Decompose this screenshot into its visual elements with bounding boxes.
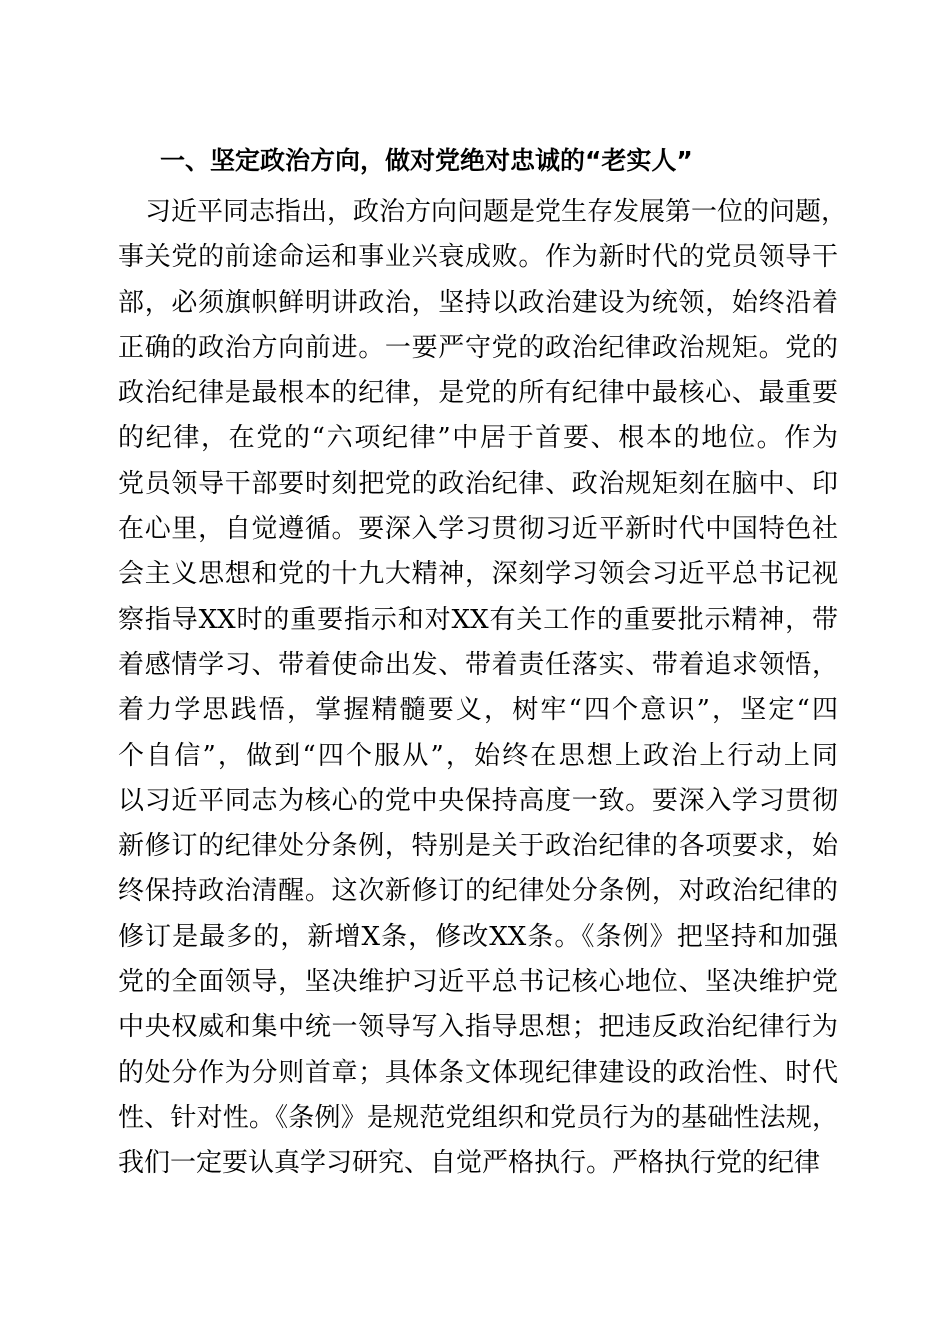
paragraph-line: 正确的政治方向前进。一要严守党的政治纪律政治规矩。党的 (118, 332, 838, 363)
paragraph-line: 事关党的前途命运和事业兴衰成败。作为新时代的党员领导干 (118, 242, 838, 273)
paragraph-line: 个自信”，做到“四个服从”，始终在思想上政治上行动上同 (118, 740, 838, 771)
paragraph-line: 性、针对性。《条例》是规范党组织和党员行为的基础性法规， (118, 1102, 838, 1133)
paragraph-line: 党的全面领导，坚决维护习近平总书记核心地位、坚决维护党 (118, 967, 838, 998)
body-paragraph (118, 186, 848, 1187)
paragraph-line: 党员领导干部要时刻把党的政治纪律、政治规矩刻在脑中、印 (118, 468, 838, 499)
paragraph-line: 中央权威和集中统一领导写入指导思想；把违反政治纪律行为 (118, 1012, 838, 1043)
paragraph-line: 着感情学习、带着使命出发、带着责任落实、带着追求领悟， (118, 649, 838, 680)
paragraph-line: 察指导XX时的重要指示和对XX有关工作的重要批示精神，带 (118, 604, 838, 635)
paragraph-line: 在心里，自觉遵循。要深入学习贯彻习近平新时代中国特色社 (118, 514, 838, 545)
paragraph-line: 修订是最多的，新增X条，修改XX条。《条例》把坚持和加强 (118, 921, 838, 952)
paragraph-line: 部，必须旗帜鲜明讲政治，坚持以政治建设为统领，始终沿着 (118, 287, 838, 318)
paragraph-line: 的处分作为分则首章；具体条文体现纪律建设的政治性、时代 (118, 1057, 838, 1088)
paragraph-line: 着力学思践悟，掌握精髓要义，树牢“四个意识”，坚定“四 (118, 695, 838, 726)
paragraph-line: 的纪律，在党的“六项纪律”中居于首要、根本的地位。作为 (118, 423, 838, 454)
paragraph-line: 会主义思想和党的十九大精神，深刻学习领会习近平总书记视 (118, 559, 838, 590)
paragraph-line: 以习近平同志为核心的党中央保持高度一致。要深入学习贯彻 (118, 785, 838, 816)
paragraph-line: 习近平同志指出，政治方向问题是党生存发展第一位的问题， (145, 197, 848, 227)
paragraph-line: 新修订的纪律处分条例，特别是关于政治纪律的各项要求，始 (118, 831, 838, 862)
paragraph-line: 我们一定要认真学习研究、自觉严格执行。严格执行党的纪律 (118, 1148, 821, 1179)
section-heading: 一、坚定政治方向，做对党绝对忠诚的“老实人” (160, 146, 693, 175)
paragraph-line: 终保持政治清醒。这次新修订的纪律处分条例，对政治纪律的 (118, 876, 838, 907)
paragraph-line: 政治纪律是最根本的纪律，是党的所有纪律中最核心、最重要 (118, 378, 838, 409)
